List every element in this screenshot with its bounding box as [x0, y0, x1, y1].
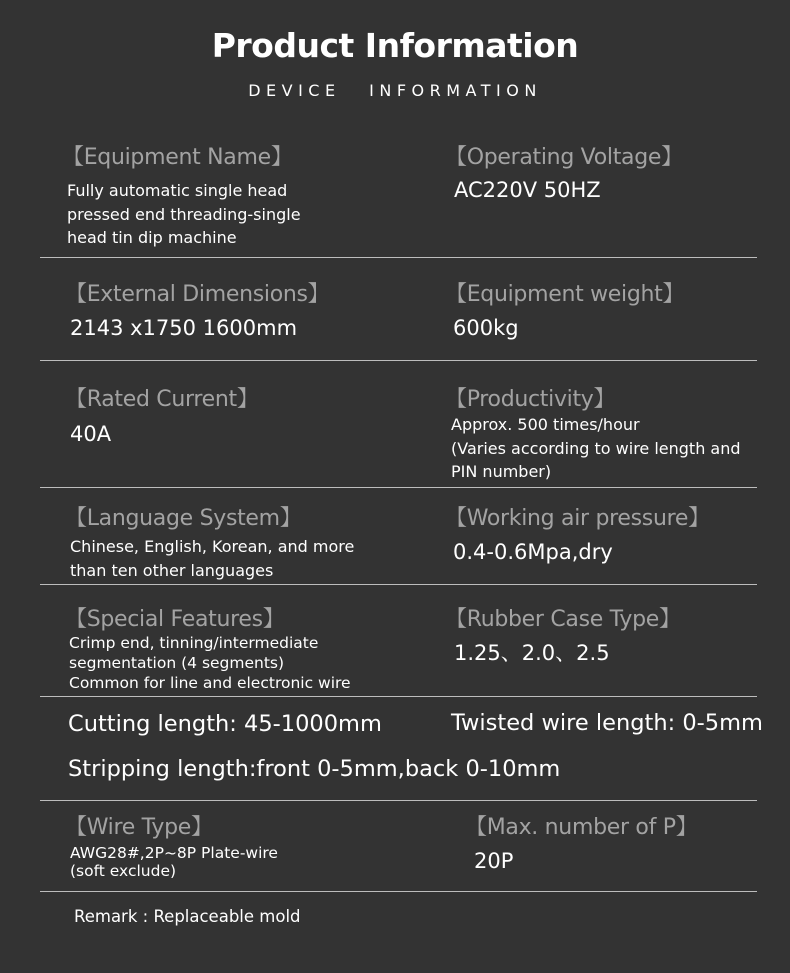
working-air-pressure-value: 0.4-0.6Mpa,dry [453, 540, 613, 564]
rubber-case-type-label: 【Rubber Case Type】 [445, 607, 681, 632]
page-title: Product Information [211, 26, 579, 65]
equipment-name-label: 【Equipment Name】 [62, 145, 293, 170]
productivity-line: Approx. 500 times/hour [451, 415, 640, 434]
productivity-value [451, 413, 741, 484]
special-features-label: 【Special Features】 [65, 607, 285, 632]
max-number-of-p-label: 【Max. number of P】 [465, 815, 698, 840]
special-features-line: Crimp end, tinning/intermediate [69, 634, 319, 652]
equipment-name-value [67, 179, 301, 250]
divider [40, 891, 757, 892]
special-features-value [69, 633, 351, 693]
stripping-length: Stripping length:front 0-5mm,back 0-10mm [68, 756, 561, 782]
rated-current-value: 40A [70, 422, 112, 446]
wire-type-line: (soft exclude) [70, 862, 177, 880]
external-dimensions-label: 【External Dimensions】 [65, 282, 330, 307]
divider [40, 696, 757, 697]
operating-voltage-label: 【Operating Voltage】 [445, 145, 683, 170]
rated-current-label: 【Rated Current】 [65, 387, 259, 412]
equipment-name-line: Fully automatic single head [67, 181, 288, 200]
twisted-wire-length: Twisted wire length: 0-5mm [451, 710, 763, 736]
productivity-line: PIN number) [451, 462, 552, 481]
working-air-pressure-label: 【Working air pressure】 [445, 506, 710, 531]
productivity-line: (Varies according to wire length and [451, 438, 741, 458]
equipment-name-line: pressed end threading-single [67, 204, 301, 224]
wire-type-value [70, 844, 278, 880]
language-system-value [70, 535, 354, 582]
wire-type-label: 【Wire Type】 [65, 815, 213, 840]
divider [40, 257, 757, 258]
special-features-line: segmentation (4 segments) [69, 654, 285, 672]
remark: Remark : Replaceable mold [74, 907, 301, 926]
wire-type-line: AWG28#,2P~8P Plate-wire [70, 844, 278, 862]
rubber-case-type-value: 1.25、2.0、2.5 [454, 641, 610, 665]
cutting-length: Cutting length: 45-1000mm [68, 711, 382, 737]
equipment-weight-label: 【Equipment weight】 [445, 282, 685, 307]
divider [40, 360, 757, 361]
equipment-weight-value: 600kg [453, 316, 519, 340]
max-number-of-p-value: 20P [474, 849, 514, 873]
language-system-line: than ten other languages [70, 560, 274, 580]
language-system-line: Chinese, English, Korean, and more [70, 537, 355, 556]
special-features-line: Common for line and electronic wire [69, 674, 351, 692]
divider [40, 800, 757, 801]
external-dimensions-value: 2143 x1750 1600mm [70, 316, 298, 340]
divider [40, 487, 757, 488]
page-subtitle: DEVICE INFORMATION [248, 81, 542, 100]
language-system-label: 【Language System】 [65, 506, 302, 531]
operating-voltage-value: AC220V 50HZ [454, 178, 601, 202]
productivity-label: 【Productivity】 [445, 387, 616, 412]
divider [40, 584, 757, 585]
equipment-name-line: head tin dip machine [67, 228, 237, 247]
